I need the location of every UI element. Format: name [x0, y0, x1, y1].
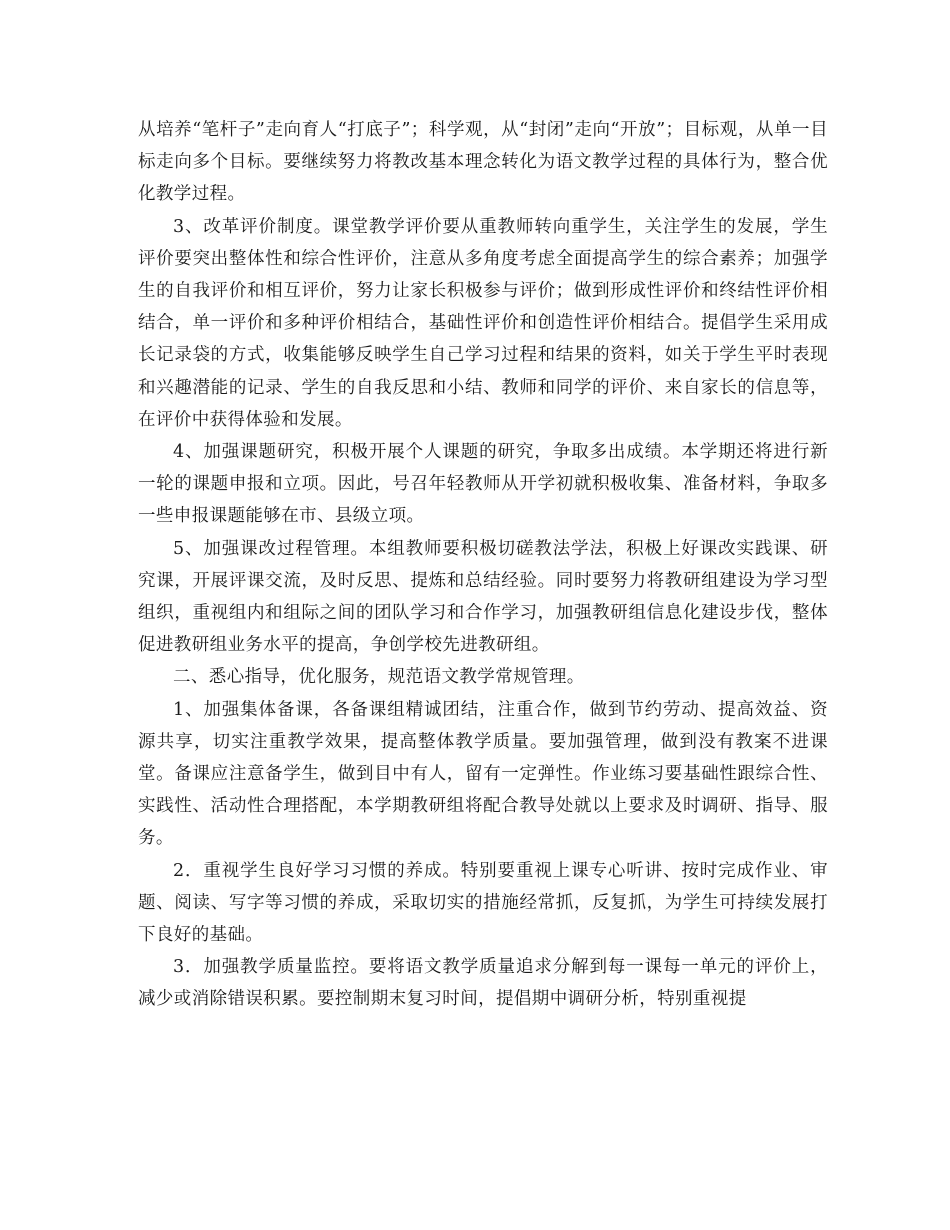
- paragraph: 从培养“笔杆子”走向育人“打底子”；科学观，从“封闭”走向“开放”；目标观，从单一目标走向多个目标。要继续努力将教改基本理念转化为语文教学过程的具体行为，整合优化教学过程。: [138, 120, 828, 205]
- paragraph: 4、加强课题研究，积极开展个人课题的研究，争取多出成绩。本学期还将进行新一轮的课题申报和立项。因此，号召年轻教师从开学初就积极收集、准备材料，争取多一些申报课题能够在市、县级立项。: [138, 442, 828, 527]
- paragraph: 3、改革评价制度。课堂教学评价要从重教师转向重学生，关注学生的发展，学生评价要突出整体性和综合性评价，注意从多角度考虑全面提高学生的综合素养；加强学生的自我评价和相互评价，努力让家长积极参与评价；做到形成性评价和终结性评价相结合，单一评价和多种评价相结合，基础性评价和创造性评价相结合。提倡学生采用成长记录袋的方式，收集能够反映学生自己学习过程和结果的资料，如关于学生平时表现和兴趣潜能的记录、学生的自我反思和小结、教师和同学的评价、来自家长的信息等，在评价中获得体验和发展。: [138, 216, 828, 430]
- document-body: [138, 114, 828, 1016]
- section-heading: 二、悉心指导，优化服务，规范语文教学常规管理。: [173, 667, 585, 688]
- paragraph: 5、加强课改过程管理。本组教师要积极切磋教法学法，积极上好课改实践课、研究课，开展评课交流，及时反思、提炼和总结经验。同时要努力将教研组建设为学习型组织，重视组内和组际之间的团队学习和合作学习，加强教研组信息化建设步伐，整体促进教研组业务水平的提高，争创学校先进教研组。: [138, 538, 828, 656]
- paragraph: 3．加强教学质量监控。要将语文教学质量追求分解到每一课每一单元的评价上，减少或消除错误积累。要控制期末复习时间，提倡期中调研分析，特别重视提: [138, 957, 828, 1010]
- paragraph: 1、加强集体备课，各备课组精诚团结，注重合作，做到节约劳动、提高效益、资源共享，切实注重教学效果，提高整体教学质量。要加强管理，做到没有教案不进课堂。备课应注意备学生，做到目中有人，留有一定弹性。作业练习要基础性跟综合性、实践性、活动性合理搭配，本学期教研组将配合教导处就以上要求及时调研、指导、服务。: [138, 699, 828, 849]
- paragraph: 2．重视学生良好学习习惯的养成。特别要重视上课专心听讲、按时完成作业、审题、阅读、写字等习惯的养成，采取切实的措施经常抓，反复抓，为学生可持续发展打下良好的基础。: [138, 860, 828, 946]
